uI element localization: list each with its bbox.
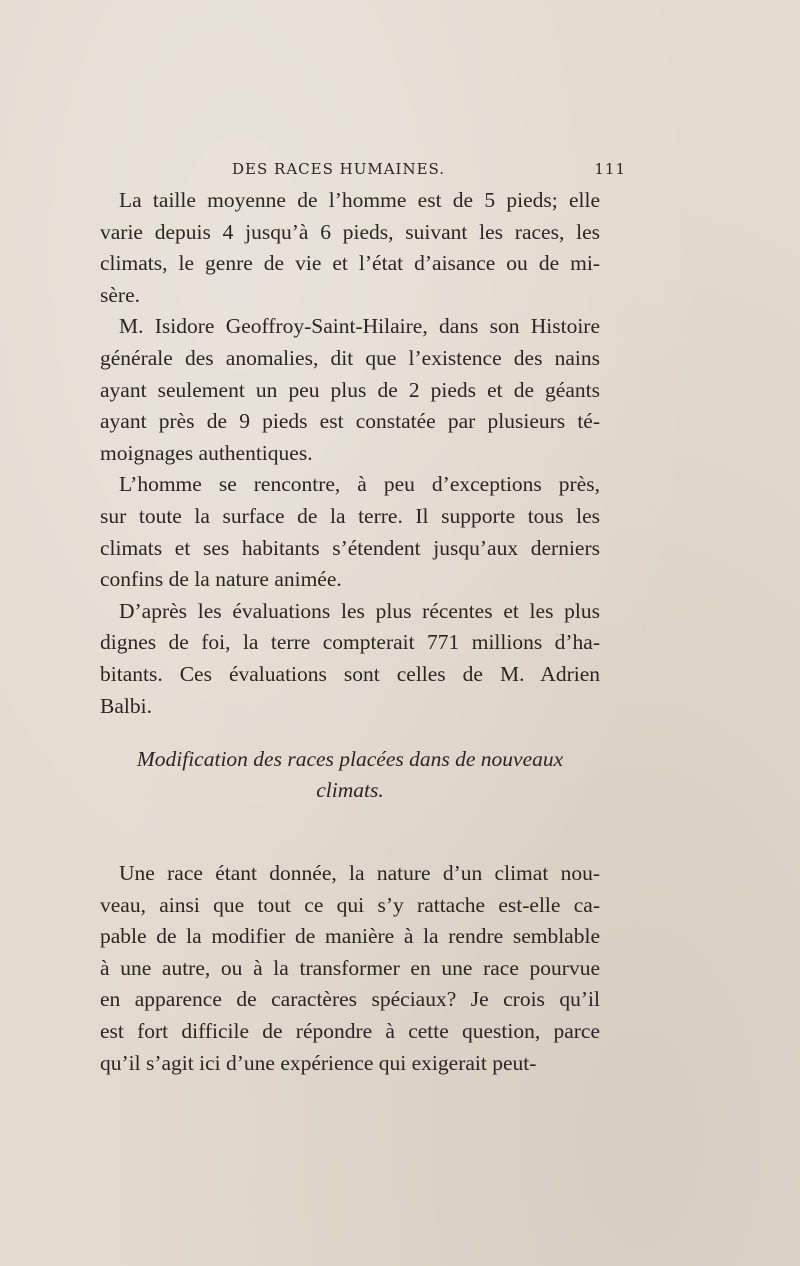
text-line: qu’il s’agit ici d’une expérience qui exigerait peut- [100,1050,537,1075]
paragraph [100,311,600,469]
text-line: pable de la modifier de manière à la rendre semblable [100,924,600,949]
text-line: climats et ses habitants s’étendent jusqu’aux derniers [100,535,600,560]
section-heading-line-2: climats. [316,778,384,802]
section-heading-line-1: Modification des races placées dans de nouveaux [136,747,564,771]
text-line: est fort difficile de répondre à cette question, parce [100,1018,600,1043]
text-line: varie depuis 4 jusqu’à 6 pieds, suivant les races, les [100,219,600,244]
text-line: moignages authentiques. [100,440,313,465]
text-line: Une race étant donnée, la nature d’un climat nou- [119,861,600,885]
text-line: en apparence de caractères spéciaux? Je crois qu’il [100,987,600,1012]
running-title: DES RACES HUMAINES. [232,160,446,178]
body-text-2 [100,858,600,1079]
paragraph [100,858,600,1079]
text-line: ayant seulement un peu plus de 2 pieds et de géants [100,377,600,402]
text-line: veau, ainsi que tout ce qui s’y rattache est-elle ca- [100,892,600,917]
text-line: M. Isidore Geoffroy-Saint-Hilaire, dans son Histoire [119,314,600,339]
paragraph [100,596,600,722]
paragraph [100,469,600,595]
body-text [100,185,600,722]
text-line: Balbi. [100,693,152,718]
text-line: ayant près de 9 pieds est constatée par plusieurs té- [100,409,600,434]
text-line: sère. [100,282,140,307]
page-number: 111 [594,160,626,178]
text-line: dignes de foi, la terre compterait 771 millions d’ha- [100,630,600,655]
text-line: générale des anomalies, dit que l’existence des nains [100,345,600,370]
running-header [100,160,628,184]
text-line: climats, le genre de vie et l’état d’aisance ou de mi- [100,251,600,276]
text-line: à une autre, ou à la transformer en une race pourvue [100,955,600,980]
section-heading [100,744,600,806]
text-line: L’homme se rencontre, à peu d’exceptions près, [119,472,600,497]
text-line: D’après les évaluations les plus récentes et les plus [119,598,600,623]
text-line: bitants. Ces évaluations sont celles de M. Adrien [100,661,600,686]
paragraph [100,185,600,311]
text-line: La taille moyenne de l’homme est de 5 pieds; elle [119,188,600,212]
text-line: confins de la nature animée. [100,567,342,592]
text-line: sur toute la surface de la terre. Il supporte tous les [100,503,600,528]
